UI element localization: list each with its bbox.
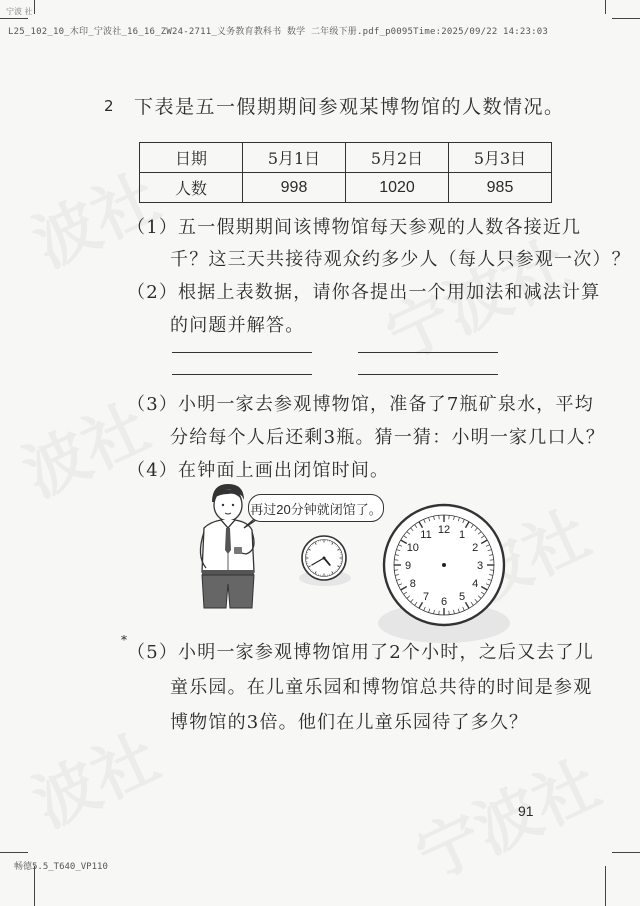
part5-line1: （5）小明一家参观博物馆用了2个小时，之后又去了儿 bbox=[127, 642, 594, 663]
clock-number: 1 bbox=[458, 528, 466, 541]
crop-mark bbox=[605, 866, 606, 906]
clock-number: 5 bbox=[458, 591, 466, 604]
answer-line[interactable] bbox=[358, 374, 498, 375]
top-mark: 宁波 社 bbox=[6, 7, 33, 16]
part5-line3: 博物馆的3倍。他们在儿童乐园待了多久？ bbox=[170, 712, 529, 733]
watermark bbox=[17, 707, 172, 844]
part3-line1: （3）小明一家去参观博物馆，准备了7瓶矿泉水，平均 bbox=[127, 394, 594, 415]
crop-mark bbox=[34, 866, 35, 906]
crop-mark bbox=[0, 852, 28, 853]
answer-line[interactable] bbox=[172, 352, 312, 353]
visitor-table bbox=[139, 142, 552, 203]
page-number: 91 bbox=[518, 803, 534, 819]
table-cell: 998 bbox=[243, 173, 346, 203]
table-cell: 5月1日 bbox=[243, 143, 346, 173]
answer-line[interactable] bbox=[358, 352, 498, 353]
problem-intro: 下表是五一假期期间参观某博物馆的人数情况。 bbox=[134, 96, 565, 118]
part5-line2: 童乐园。在儿童乐园和博物馆总共待的时间是参观 bbox=[170, 677, 593, 698]
part3-line2: 分给每个人后还剩3瓶。猜一猜：小明一家几口人？ bbox=[170, 427, 606, 448]
clock-number: 7 bbox=[422, 591, 430, 604]
footer-info: 畅德5.5_T640_VP110 bbox=[14, 862, 108, 872]
part1-line1: （1）五一假期期间该博物馆每天参观的人数各接近几 bbox=[127, 217, 582, 238]
speech-bubble: 再过20分钟就闭馆了。 bbox=[248, 494, 384, 522]
problem-number: 2 bbox=[104, 97, 114, 115]
table-cell: 5月3日 bbox=[449, 143, 552, 173]
part1-line2: 千？这三天共接待观众约多少人（每人只参观一次）？ bbox=[170, 249, 631, 270]
crop-mark bbox=[0, 18, 28, 19]
part2-line2: 的问题并解答。 bbox=[170, 315, 305, 336]
clock-number: 6 bbox=[440, 596, 448, 608]
challenge-star: * bbox=[121, 633, 127, 647]
table-cell: 人数 bbox=[140, 173, 243, 203]
crop-mark bbox=[34, 0, 35, 14]
table-header-row bbox=[140, 143, 552, 173]
table-cell: 5月2日 bbox=[346, 143, 449, 173]
table-cell: 985 bbox=[449, 173, 552, 203]
table-row bbox=[140, 173, 552, 203]
crop-mark bbox=[612, 18, 640, 19]
part2-line1: （2）根据上表数据，请你各提出一个用加法和减法计算 bbox=[127, 282, 601, 303]
watermark bbox=[400, 734, 613, 899]
clock-number: 2 bbox=[472, 542, 479, 554]
crop-mark bbox=[605, 0, 606, 14]
clock-number: 11 bbox=[420, 528, 432, 541]
clock-number: 3 bbox=[476, 560, 484, 572]
big-clock[interactable] bbox=[374, 497, 514, 647]
clock-number: 4 bbox=[472, 578, 479, 590]
clock-number: 8 bbox=[409, 578, 416, 590]
clock-number: 12 bbox=[437, 524, 451, 536]
print-info-header: L25_102_10_木印_宁波社_16_16_ZW24-2711_义务教育教科书 数学 二年级下册.pdf_p0095Time:2025/09/22 14:23:03 bbox=[8, 27, 549, 37]
table-cell: 1020 bbox=[346, 173, 449, 203]
part4-line1: （4）在钟面上画出闭馆时间。 bbox=[127, 460, 390, 481]
clock-number: 9 bbox=[404, 560, 412, 572]
answer-line[interactable] bbox=[172, 374, 312, 375]
small-clock bbox=[299, 532, 349, 588]
table-cell: 日期 bbox=[140, 143, 243, 173]
clock-number: 10 bbox=[406, 542, 419, 554]
crop-mark bbox=[612, 852, 640, 853]
